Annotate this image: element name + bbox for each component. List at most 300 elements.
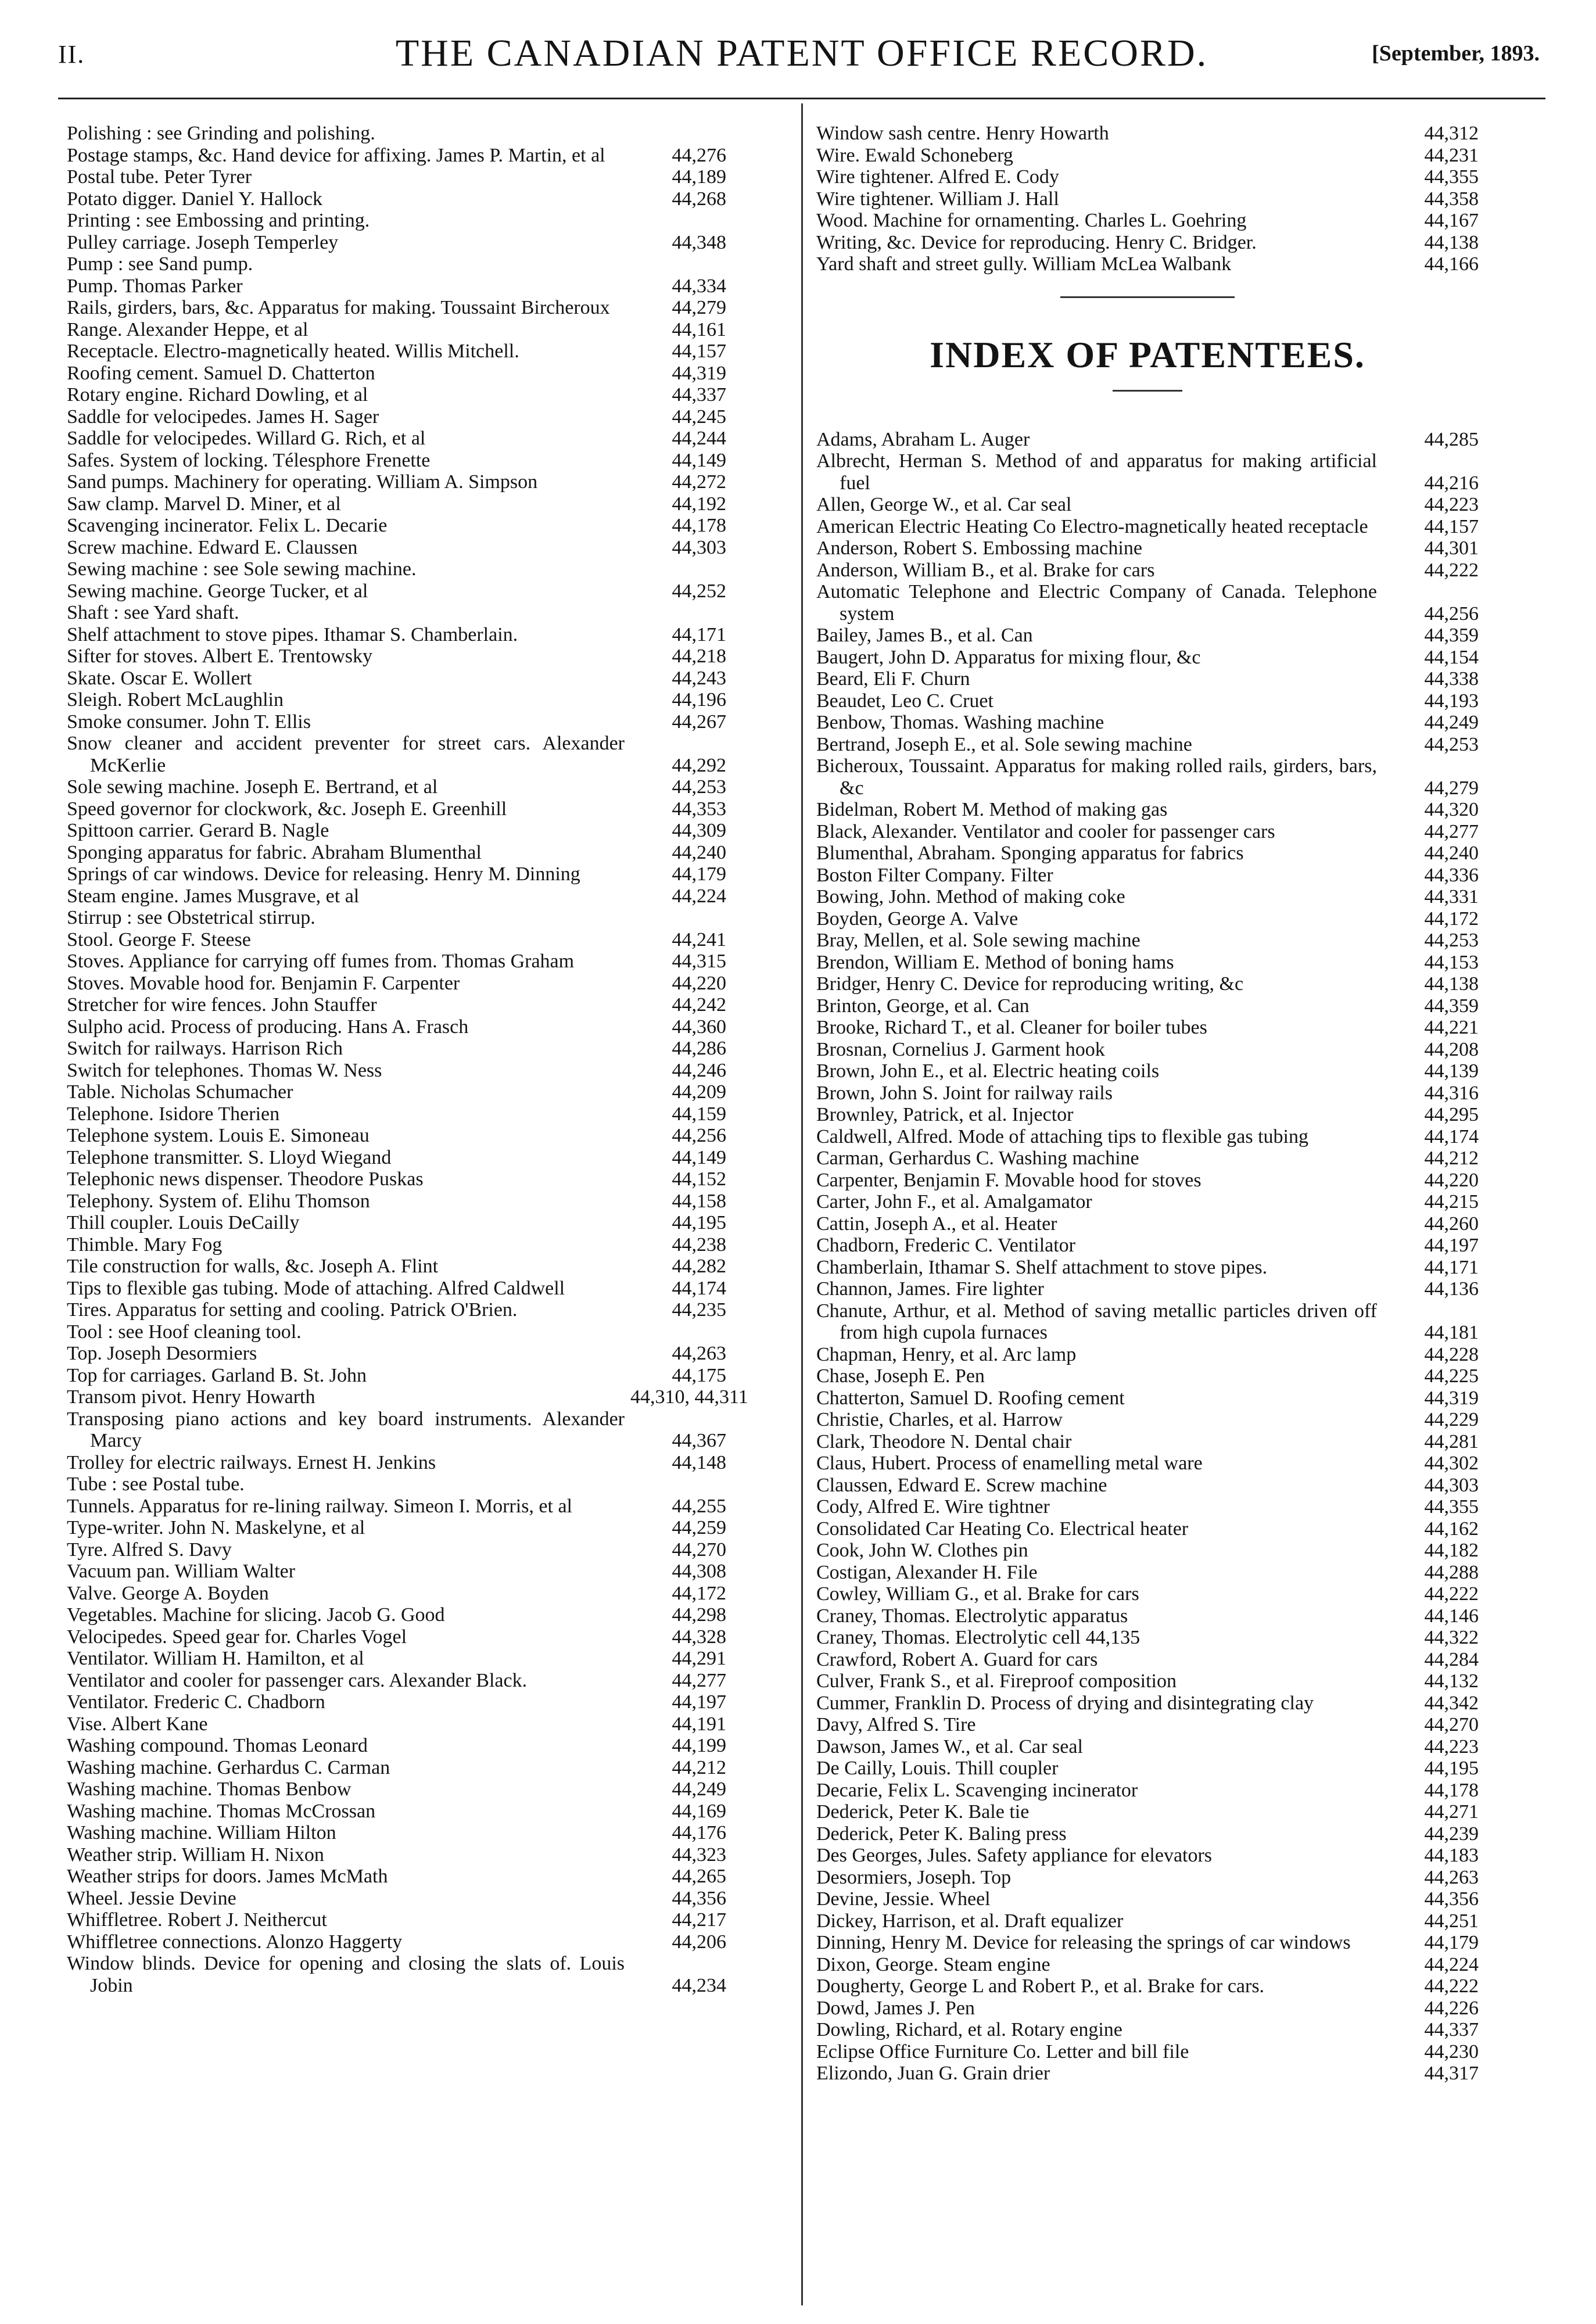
patent-number: 44,182 [1424,1540,1479,1561]
patent-number: 44,195 [672,1212,726,1233]
patent-number: 44,337 [672,384,726,406]
entry-text: Receptacle. Electro-magnetically heated. Willis Mitchell. [67,340,519,362]
index-entry [816,1365,1479,1387]
entry-text: Brinton, George, et al. Can [816,995,1030,1017]
index-entry [816,865,1479,887]
entry-text: Dougherty, George L and Robert P., et al. Brake for cars. [816,1975,1265,1997]
index-entry [816,1540,1479,1562]
index-entry [67,1866,726,1888]
index-entry [816,210,1479,232]
entry-text: Postal tube. Peter Tyrer [67,166,252,188]
patent-number: 44,223 [1424,494,1479,515]
index-entry [816,1867,1479,1889]
entry-text: Skate. Oscar E. Wollert [67,667,252,689]
patent-number: 44,355 [1424,1496,1479,1518]
patent-number: 44,271 [1424,1801,1479,1823]
index-entry [67,1168,726,1190]
entry-text: Ventilator. Frederic C. Chadborn [67,1691,325,1713]
patent-number: 44,241 [672,928,726,951]
entry-text: Tile construction for walls, &c. Joseph A. Flint [67,1256,439,1277]
index-entry [67,253,726,275]
entry-text: Chanute, Arthur, et al. Method of saving metallic particles driven off from high cupola furnaces [816,1300,1377,1343]
entry-text: Boyden, George A. Valve [816,908,1018,930]
entry-text: Tube : see Postal tube. [67,1473,245,1495]
patent-number: 44,216 [1424,472,1479,494]
index-entry [67,1060,726,1082]
patent-number: 44,249 [1424,712,1479,733]
patent-number: 44,224 [672,885,726,907]
index-entry [67,907,726,929]
entry-text: Range. Alexander Heppe, et al [67,318,309,340]
entry-text: Brooke, Richard T., et al. Cleaner for boiler tubes [816,1017,1207,1038]
index-entry [816,1780,1479,1802]
index-entry [67,210,726,232]
index-entry [67,1953,726,1996]
entry-text: Sleigh. Robert McLaughlin [67,689,284,711]
entry-text: Top for carriages. Garland B. St. John [67,1364,367,1386]
index-entry [67,1757,726,1779]
index-entry [67,842,726,864]
index-entry [816,1475,1479,1497]
index-entry [67,1016,726,1038]
patent-number: 44,166 [1424,253,1479,275]
patent-number: 44,138 [1424,973,1479,995]
index-entry [816,952,1479,974]
index-entry [67,1909,726,1931]
index-entry [67,1343,726,1365]
index-entry [67,1691,726,1713]
index-entry [67,493,726,515]
entry-text: Carman, Gerhardus C. Washing machine [816,1147,1139,1169]
index-entry [816,1583,1479,1605]
index-entry [67,515,726,537]
entry-text: Shaft : see Yard shaft. [67,602,239,623]
patent-number: 44,359 [1424,995,1479,1017]
patent-number: 44,259 [672,1517,726,1538]
entry-text: Brosnan, Cornelius J. Garment hook [816,1038,1105,1060]
patent-number: 44,284 [1424,1648,1479,1670]
entry-text: Dinning, Henry M. Device for releasing the springs of car windows [816,1932,1351,1953]
patent-number: 44,192 [672,493,726,515]
index-entry [67,885,726,908]
index-entry [67,1365,726,1387]
entry-text: Automatic Telephone and Electric Company of Canada. Telephone system [816,581,1377,625]
patent-number: 44,276 [672,144,726,166]
patent-number: 44,308 [672,1561,726,1582]
patent-number: 44,334 [672,275,726,297]
header-rule [58,98,1545,99]
entry-text: Anderson, William B., et al. Brake for cars [816,559,1155,581]
patent-number: 44,286 [672,1038,726,1059]
entry-text: Bertrand, Joseph E., et al. Sole sewing machine [816,733,1192,755]
index-entry [816,1300,1479,1344]
entry-text: Sewing machine : see Sole sewing machine. [67,558,417,580]
entry-text: Polishing : see Grinding and polishing. [67,123,375,144]
patent-number: 44,256 [1424,602,1479,625]
entry-text: Chadborn, Frederic C. Ventilator [816,1235,1076,1256]
entry-text: Decarie, Felix L. Scavenging incinerator [816,1779,1138,1801]
entry-text: Screw machine. Edward E. Claussen [67,536,358,558]
entry-text: Stool. George F. Steese [67,928,251,951]
entry-text: Washing machine. Thomas Benbow [67,1778,352,1800]
patent-number: 44,292 [672,754,726,776]
entry-text: Vegetables. Machine for slicing. Jacob G. Good [67,1604,445,1626]
entry-text: Transom pivot. Henry Howarth [67,1386,315,1408]
index-entry [67,1844,726,1866]
patent-number: 44,208 [1424,1038,1479,1060]
entry-text: Vacuum pan. William Walter [67,1561,296,1582]
index-entry [816,1518,1479,1540]
patent-number: 44,195 [1424,1758,1479,1779]
index-entry [816,1257,1479,1279]
patent-number: 44,222 [1424,1583,1479,1605]
section-rule [1060,296,1235,298]
index-entry [67,123,726,145]
patent-number: 44,169 [672,1800,726,1822]
entry-text: Adams, Abraham L. Auger [816,428,1030,450]
index-entry [67,450,726,472]
entry-text: Top. Joseph Desormiers [67,1343,257,1364]
entry-text: De Cailly, Louis. Thill coupler [816,1758,1059,1779]
patent-number: 44,252 [672,580,726,602]
index-entry [816,166,1479,188]
index-entry [67,668,726,690]
index-entry [816,908,1479,930]
patent-number: 44,331 [1424,886,1479,908]
patent-number: 44,172 [672,1582,726,1604]
patent-number: 44,260 [1424,1213,1479,1235]
index-entry [67,1735,726,1757]
index-entry [816,1692,1479,1715]
index-of-patentees-heading: INDEX OF PATENTEES. [930,333,1365,375]
index-entry [816,1344,1479,1366]
index-entry [67,798,726,820]
patent-number: 44,291 [672,1648,726,1669]
entry-text: Christie, Charles, et al. Harrow [816,1409,1063,1430]
patent-number: 44,172 [1424,908,1479,930]
index-entry [67,1888,726,1910]
index-entry [816,2041,1479,2063]
patent-number: 44,152 [672,1168,726,1190]
entry-text: Sulpho acid. Process of producing. Hans A. Frasch [67,1016,469,1038]
index-entry [816,1452,1479,1475]
entry-text: Bidelman, Robert M. Method of making gas [816,799,1168,820]
entry-text: Carter, John F., et al. Amalgamator [816,1191,1092,1213]
entry-text: Carpenter, Benjamin F. Movable hood for stoves [816,1169,1202,1191]
index-entry [67,1386,748,1408]
entry-text: Safes. System of locking. Télesphore Frenette [67,449,431,471]
patent-number: 44,222 [1424,1975,1479,1997]
index-entry [816,668,1479,690]
entry-text: Dixon, George. Steam engine [816,1953,1050,1975]
entry-text: Yard shaft and street gully. William McLea Walbank [816,253,1232,275]
index-entry [816,1627,1479,1649]
index-entry [816,1431,1479,1453]
index-entry [67,1452,726,1474]
entry-text: Stirrup : see Obstetrical stirrup. [67,907,315,928]
patent-number: 44,178 [672,515,726,536]
index-entry [67,297,726,319]
index-entry [67,1234,726,1256]
patent-number: 44,288 [1424,1561,1479,1583]
patent-number: 44,217 [672,1909,726,1931]
patent-number: 44,148 [672,1451,726,1473]
patent-number: 44,153 [1424,951,1479,973]
patent-number: 44,179 [672,863,726,885]
index-entry [816,1975,1479,1997]
index-entry [816,232,1479,254]
index-entry [67,1125,726,1147]
index-entry [67,1256,726,1278]
index-entry [67,1801,726,1823]
patent-number: 44,240 [672,841,726,863]
index-entry [816,1932,1479,1954]
patent-number: 44,319 [672,362,726,384]
patent-number: 44,243 [672,667,726,689]
index-entry [816,799,1479,821]
patent-number: 44,183 [1424,1845,1479,1866]
index-entry [67,188,726,210]
entry-text: Crawford, Robert A. Guard for cars [816,1648,1098,1670]
index-entry [67,1321,726,1343]
entry-text: Benbow, Thomas. Washing machine [816,712,1104,733]
index-entry [67,1212,726,1234]
patent-number: 44,277 [1424,820,1479,842]
entry-text: Wire. Ewald Schoneberg [816,144,1013,166]
index-entry [816,1823,1479,1845]
entry-text: Telephone. Isidore Therien [67,1103,280,1125]
entry-text: Springs of car windows. Device for releasing. Henry M. Dinning [67,863,580,885]
entry-text: Pulley carriage. Joseph Temperley [67,231,339,253]
patent-number: 44,230 [1424,2040,1479,2063]
patent-number: 44,298 [672,1604,726,1626]
patent-number: 44,197 [672,1691,726,1713]
index-entry [67,1408,726,1452]
entry-text: Caldwell, Alfred. Mode of attaching tips to flexible gas tubing [816,1125,1308,1147]
index-entry [816,1496,1479,1518]
entry-text: Dowd, James J. Pen [816,1997,975,2019]
entry-text: Culver, Frank S., et al. Fireproof composition [816,1670,1177,1692]
patent-number: 44,322 [1424,1627,1479,1648]
patent-number: 44,139 [1424,1060,1479,1082]
index-entry [67,776,726,798]
patent-number: 44,255 [672,1495,726,1517]
patent-number: 44,191 [672,1713,726,1735]
index-entry [816,995,1479,1017]
entry-text: Ventilator. William H. Hamilton, et al [67,1648,364,1669]
index-entry [816,581,1479,625]
entry-text: Dawson, James W., et al. Car seal [816,1735,1083,1758]
entry-text: Claussen, Edward E. Screw machine [816,1474,1107,1496]
index-entry [67,863,726,885]
patent-number: 44,272 [672,471,726,493]
entry-text: Bridger, Henry C. Device for reproducing writing, &c [816,973,1244,995]
patent-number: 44,356 [1424,1888,1479,1910]
subject-index-left-column [67,123,748,1996]
index-entry [816,1670,1479,1692]
index-entry [816,930,1479,952]
patent-number: 44,146 [1424,1605,1479,1627]
index-entry [67,994,726,1016]
patent-number: 44,206 [672,1931,726,1953]
patent-number: 44,353 [672,798,726,820]
entry-text: Valve. George A. Boyden [67,1582,269,1604]
index-entry [816,647,1479,669]
patent-number: 44,282 [672,1256,726,1277]
entry-text: American Electric Heating Co Electro-magnetically heated receptacle [816,515,1368,537]
entry-text: Cowley, William G., et al. Brake for cars [816,1583,1139,1605]
entry-text: Dickey, Harrison, et al. Draft equalizer [816,1910,1124,1932]
entry-text: Tips to flexible gas tubing. Mode of attaching. Alfred Caldwell [67,1277,565,1299]
index-entry [816,1213,1479,1235]
index-entry [67,1147,726,1169]
entry-text: Brown, John E., et al. Electric heating coils [816,1060,1160,1082]
index-entry [67,1278,726,1300]
patent-number: 44,310, 44,311 [630,1386,748,1408]
entry-text: Steam engine. James Musgrave, et al [67,885,360,907]
entry-text: Wheel. Jessie Devine [67,1887,236,1909]
patent-number: 44,285 [1424,428,1479,450]
patent-number: 44,270 [672,1538,726,1561]
entry-text: Davy, Alfred S. Tire [816,1714,976,1735]
entry-text: Telephone transmitter. S. Lloyd Wiegand [67,1146,392,1168]
index-entry [67,711,726,733]
entry-text: Snow cleaner and accident preventer for street cars. Alexander McKerlie [67,733,625,776]
patent-number: 44,279 [1424,777,1479,799]
index-entry [816,625,1479,647]
patent-number: 44,251 [1424,1910,1479,1932]
index-entry [67,145,726,167]
entry-text: Clark, Theodore N. Dental chair [816,1430,1072,1452]
index-entry [816,2019,1479,2041]
entry-text: Bailey, James B., et al. Can [816,625,1033,646]
entry-text: Pump. Thomas Parker [67,275,243,297]
patent-number: 44,302 [1424,1452,1479,1474]
entry-text: Bowing, John. Method of making coke [816,886,1125,908]
entry-text: Washing machine. William Hilton [67,1822,336,1844]
index-entry [67,1931,726,1953]
patent-number: 44,303 [1424,1474,1479,1496]
patent-number: 44,317 [1424,2063,1479,2084]
entry-text: Whiffletree. Robert J. Neithercut [67,1909,327,1931]
entry-text: Cody, Alfred E. Wire tightner [816,1496,1050,1518]
patent-number: 44,268 [672,188,726,210]
entry-text: Bicheroux, Toussaint. Apparatus for making rolled rails, girders, bars, &c [816,755,1377,799]
patent-number: 44,253 [1424,733,1479,755]
entry-text: Claus, Hubert. Process of enamelling metal ware [816,1452,1203,1474]
patent-number: 44,244 [672,428,726,449]
entry-text: Transposing piano actions and key board instruments. Alexander Marcy [67,1408,625,1451]
patent-number: 44,337 [1424,2019,1479,2040]
entry-text: Wire tightener. William J. Hall [816,188,1059,210]
patent-number: 44,218 [672,645,726,667]
patent-number: 44,277 [672,1669,726,1691]
index-entry [816,429,1479,451]
entry-text: Table. Nicholas Schumacher [67,1081,293,1103]
entry-text: Saddle for velocipedes. James H. Sager [67,406,379,428]
entry-text: Washing machine. Thomas McCrossan [67,1800,376,1822]
entry-text: Devine, Jessie. Wheel [816,1888,991,1910]
patent-number: 44,171 [672,623,726,645]
index-entry [816,821,1479,843]
index-entry [67,973,726,995]
index-entry [67,340,726,363]
patent-number: 44,279 [672,297,726,318]
index-entry [67,275,726,297]
entry-text: Sole sewing machine. Joseph E. Bertrand, et al [67,776,438,798]
patent-number: 44,295 [1424,1104,1479,1125]
patent-number: 44,316 [1424,1082,1479,1104]
index-entry [67,733,726,776]
index-entry [816,1082,1479,1104]
index-entry [67,1517,726,1539]
index-entry [816,1736,1479,1758]
patent-number: 44,225 [1424,1365,1479,1387]
patent-number: 44,312 [1424,123,1479,144]
patent-number: 44,235 [672,1299,726,1321]
index-entry [67,319,726,341]
patent-number: 44,174 [1424,1125,1479,1147]
patent-number: 44,199 [672,1735,726,1756]
entry-text: Sand pumps. Machinery for operating. William A. Simpson [67,471,538,493]
patent-number: 44,174 [672,1277,726,1299]
patent-number: 44,136 [1424,1278,1479,1300]
index-entry [67,820,726,842]
entry-text: Spittoon carrier. Gerard B. Nagle [67,820,329,841]
patent-number: 44,196 [672,689,726,711]
entry-text: Printing : see Embossing and printing. [67,210,370,231]
index-entry [67,537,726,559]
index-entry [67,624,726,646]
patent-number: 44,328 [672,1626,726,1648]
entry-text: Anderson, Robert S. Embossing machine [816,537,1142,559]
entry-text: Switch for railways. Harrison Rich [67,1038,343,1059]
entry-text: Saddle for velocipedes. Willard G. Rich, et al [67,428,426,449]
index-entry [816,1997,1479,2020]
entry-text: Rails, girders, bars, &c. Apparatus for making. Toussaint Bircheroux [67,297,610,318]
patentees-list [816,429,1479,2085]
patent-number: 44,223 [1424,1735,1479,1758]
entry-text: Brendon, William E. Method of boning hams [816,951,1174,973]
entry-text: Wire tightener. Alfred E. Cody [816,166,1059,188]
page-number: II. [58,40,85,69]
entry-text: Postage stamps, &c. Hand device for affixing. James P. Martin, et al [67,144,605,166]
index-entry [67,689,726,711]
patent-number: 44,323 [672,1844,726,1866]
index-entry [67,363,726,385]
index-entry [816,494,1479,516]
patent-number: 44,246 [672,1059,726,1081]
patent-number: 44,228 [1424,1343,1479,1365]
index-entry [67,384,726,406]
index-entry [67,645,726,668]
entry-text: Writing, &c. Device for reproducing. Henry C. Bridger. [816,231,1257,253]
entry-text: Weather strip. William H. Nixon [67,1844,324,1866]
index-entry [67,1299,726,1321]
entry-text: Black, Alexander. Ventilator and cooler for passenger cars [816,820,1275,842]
patent-number: 44,342 [1424,1692,1479,1714]
patent-number: 44,224 [1424,1953,1479,1975]
index-entry [816,1605,1479,1627]
patent-number: 44,222 [1424,559,1479,581]
patent-number: 44,263 [672,1343,726,1364]
patent-number: 44,167 [1424,210,1479,231]
index-entry [67,232,726,254]
patent-number: 44,281 [1424,1430,1479,1452]
entry-text: Stoves. Movable hood for. Benjamin F. Carpenter [67,972,460,994]
index-entry [816,1060,1479,1082]
entry-text: Tunnels. Apparatus for re-lining railway. Simeon I. Morris, et al [67,1495,573,1517]
